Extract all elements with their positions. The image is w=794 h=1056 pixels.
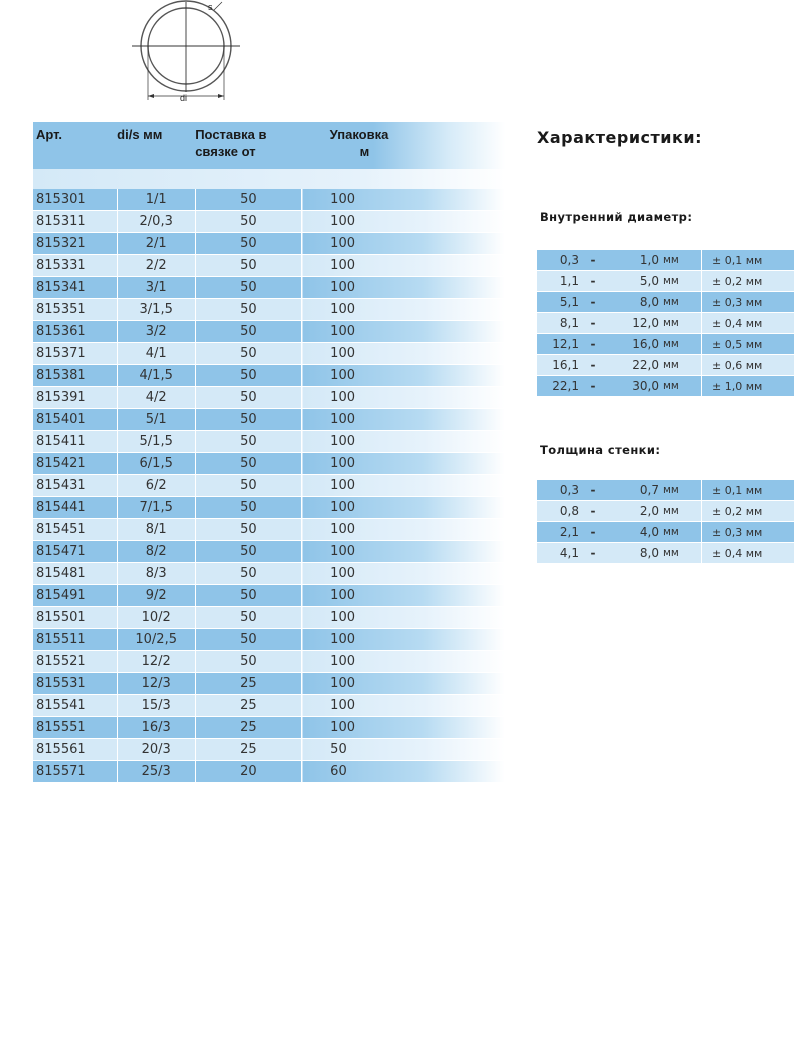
diameter-label: di [180, 93, 188, 103]
table-row [33, 695, 505, 717]
cell-dis: 25/3 [117, 761, 195, 783]
product-table-body [33, 189, 505, 783]
cell-bundle: 50 [195, 277, 301, 299]
cell-dis: 7/1,5 [117, 497, 195, 519]
cell-art: 815381 [33, 365, 117, 387]
cell-bundle: 50 [195, 343, 301, 365]
tolerance-tol: ± 0,5 мм [702, 334, 794, 355]
tolerance-unit: мм [659, 313, 702, 334]
tolerance-tol: ± 0,3 мм [702, 522, 794, 543]
tolerance-unit: мм [659, 376, 702, 397]
cell-pack: 100 [302, 717, 505, 739]
cell-art: 815371 [33, 343, 117, 365]
tolerance-to: 12,0 [607, 313, 659, 334]
cell-bundle: 50 [195, 189, 301, 211]
wall-leader [214, 2, 222, 10]
tolerance-unit: мм [659, 271, 702, 292]
table-header-row [33, 122, 505, 169]
table-row [33, 673, 505, 695]
cell-art: 815331 [33, 255, 117, 277]
cell-art: 815451 [33, 519, 117, 541]
cell-pack: 100 [302, 233, 505, 255]
table-row [33, 739, 505, 761]
cell-dis: 15/3 [117, 695, 195, 717]
cell-pack: 100 [302, 673, 505, 695]
tolerance-from: 2,1 [537, 522, 579, 543]
cell-dis: 1/1 [117, 189, 195, 211]
cell-art: 815491 [33, 585, 117, 607]
cell-art: 815431 [33, 475, 117, 497]
table-row [33, 475, 505, 497]
cell-dis: 9/2 [117, 585, 195, 607]
table-row [33, 233, 505, 255]
cell-pack: 100 [302, 585, 505, 607]
tolerance-to: 5,0 [607, 271, 659, 292]
tolerance-from: 5,1 [537, 292, 579, 313]
tolerance-to: 0,7 [607, 480, 659, 501]
tolerance-tol: ± 0,1 мм [702, 250, 794, 271]
cell-art: 815421 [33, 453, 117, 475]
cell-pack: 100 [302, 541, 505, 563]
tolerance-tol: ± 0,1 мм [702, 480, 794, 501]
cell-art: 815551 [33, 717, 117, 739]
cell-pack: 100 [302, 189, 505, 211]
cell-bundle: 50 [195, 211, 301, 233]
cell-dis: 4/1 [117, 343, 195, 365]
tube-cross-section-diagram [128, 0, 244, 104]
tolerance-dash: - [579, 501, 607, 522]
tolerance-to: 8,0 [607, 543, 659, 564]
cell-dis: 2/1 [117, 233, 195, 255]
header-dis: di/s мм [117, 127, 163, 142]
cell-dis: 3/1 [117, 277, 195, 299]
cell-dis: 4/2 [117, 387, 195, 409]
cell-pack: 100 [302, 211, 505, 233]
tolerance-unit: мм [659, 480, 702, 501]
cell-art: 815301 [33, 189, 117, 211]
wall-label: s [208, 2, 213, 12]
tolerance-row [537, 355, 794, 376]
cell-pack: 100 [302, 563, 505, 585]
cell-art: 815351 [33, 299, 117, 321]
table-row [33, 585, 505, 607]
tolerance-dash: - [579, 355, 607, 376]
table-row [33, 343, 505, 365]
tolerance-tol: ± 0,3 мм [702, 292, 794, 313]
cell-bundle: 25 [195, 673, 301, 695]
tolerance-unit: мм [659, 334, 702, 355]
table-row [33, 519, 505, 541]
cell-dis: 20/3 [117, 739, 195, 761]
cell-bundle: 50 [195, 409, 301, 431]
cell-bundle: 50 [195, 497, 301, 519]
cell-art: 815561 [33, 739, 117, 761]
cell-bundle: 50 [195, 519, 301, 541]
cell-dis: 5/1 [117, 409, 195, 431]
cell-pack: 100 [302, 409, 505, 431]
cell-pack: 100 [302, 321, 505, 343]
tolerance-from: 22,1 [537, 376, 579, 397]
inner-diameter-title: Внутренний диаметр: [540, 210, 693, 224]
table-row [33, 717, 505, 739]
cell-art: 815541 [33, 695, 117, 717]
cell-bundle: 50 [195, 475, 301, 497]
cell-bundle: 50 [195, 607, 301, 629]
cell-art: 815311 [33, 211, 117, 233]
cell-dis: 3/2 [117, 321, 195, 343]
tolerance-to: 30,0 [607, 376, 659, 397]
tolerance-dash: - [579, 271, 607, 292]
cell-bundle: 50 [195, 321, 301, 343]
cell-dis: 2/2 [117, 255, 195, 277]
table-row [33, 387, 505, 409]
wall-thickness-table [537, 480, 794, 564]
table-row [33, 541, 505, 563]
cell-art: 815521 [33, 651, 117, 673]
tolerance-to: 22,0 [607, 355, 659, 376]
tolerance-to: 16,0 [607, 334, 659, 355]
tolerance-tol: ± 0,2 мм [702, 271, 794, 292]
tolerance-from: 0,8 [537, 501, 579, 522]
tolerance-unit: мм [659, 543, 702, 564]
inner-diameter-table [537, 250, 794, 397]
table-row [33, 431, 505, 453]
cell-pack: 100 [302, 277, 505, 299]
tolerance-row [537, 292, 794, 313]
cell-bundle: 50 [195, 651, 301, 673]
tolerance-dash: - [579, 250, 607, 271]
cell-pack: 100 [302, 651, 505, 673]
tolerance-dash: - [579, 313, 607, 334]
table-row [33, 365, 505, 387]
cell-dis: 4/1,5 [117, 365, 195, 387]
cell-pack: 100 [302, 387, 505, 409]
tolerance-from: 12,1 [537, 334, 579, 355]
tolerance-from: 1,1 [537, 271, 579, 292]
tolerance-row [537, 501, 794, 522]
cell-dis: 6/1,5 [117, 453, 195, 475]
cell-dis: 8/1 [117, 519, 195, 541]
table-row [33, 629, 505, 651]
cell-art: 815391 [33, 387, 117, 409]
characteristics-title: Характеристики: [537, 128, 702, 147]
cell-dis: 2/0,3 [117, 211, 195, 233]
cell-dis: 3/1,5 [117, 299, 195, 321]
cell-bundle: 50 [195, 431, 301, 453]
tolerance-dash: - [579, 522, 607, 543]
tolerance-unit: мм [659, 292, 702, 313]
table-row [33, 497, 505, 519]
wall-thickness-body [537, 480, 794, 564]
tolerance-row [537, 313, 794, 334]
tolerance-unit: мм [659, 501, 702, 522]
tolerance-from: 16,1 [537, 355, 579, 376]
table-row [33, 299, 505, 321]
table-row [33, 409, 505, 431]
tolerance-dash: - [579, 292, 607, 313]
header-art: Арт. [36, 127, 62, 142]
cell-dis: 5/1,5 [117, 431, 195, 453]
table-row [33, 321, 505, 343]
cell-dis: 6/2 [117, 475, 195, 497]
header-bundle [195, 122, 301, 169]
cell-pack: 100 [302, 629, 505, 651]
tolerance-to: 2,0 [607, 501, 659, 522]
cell-bundle: 25 [195, 717, 301, 739]
tolerance-dash: - [579, 480, 607, 501]
header-bundle-line2: связке от [195, 144, 256, 159]
table-row [33, 761, 505, 783]
cell-dis: 10/2,5 [117, 629, 195, 651]
tolerance-dash: - [579, 376, 607, 397]
header-pack [302, 122, 505, 169]
table-row [33, 453, 505, 475]
cell-bundle: 50 [195, 541, 301, 563]
cell-pack: 100 [302, 453, 505, 475]
tolerance-tol: ± 0,6 мм [702, 355, 794, 376]
cell-pack: 60 [302, 761, 505, 783]
cell-bundle: 20 [195, 761, 301, 783]
table-header-spacer [33, 169, 505, 189]
cell-art: 815361 [33, 321, 117, 343]
tolerance-row [537, 522, 794, 543]
tolerance-tol: ± 0,2 мм [702, 501, 794, 522]
tolerance-from: 0,3 [537, 250, 579, 271]
tolerance-to: 4,0 [607, 522, 659, 543]
table-row [33, 607, 505, 629]
cell-art: 815411 [33, 431, 117, 453]
cell-art: 815531 [33, 673, 117, 695]
cell-pack: 50 [302, 739, 505, 761]
tolerance-to: 1,0 [607, 250, 659, 271]
tolerance-tol: ± 0,4 мм [702, 313, 794, 334]
tolerance-row [537, 543, 794, 564]
cell-dis: 8/3 [117, 563, 195, 585]
cell-bundle: 50 [195, 629, 301, 651]
cell-pack: 100 [302, 519, 505, 541]
table-row [33, 211, 505, 233]
cell-bundle: 50 [195, 387, 301, 409]
tolerance-row [537, 480, 794, 501]
cell-bundle: 50 [195, 585, 301, 607]
inner-diameter-body [537, 250, 794, 397]
dim-arrow-right [218, 94, 224, 98]
cell-art: 815321 [33, 233, 117, 255]
cell-pack: 100 [302, 299, 505, 321]
tolerance-tol: ± 1,0 мм [702, 376, 794, 397]
cell-bundle: 50 [195, 365, 301, 387]
wall-thickness-title: Толщина стенки: [540, 443, 661, 457]
tolerance-unit: мм [659, 355, 702, 376]
cell-dis: 16/3 [117, 717, 195, 739]
product-table [33, 122, 505, 783]
cell-pack: 100 [302, 475, 505, 497]
cell-pack: 100 [302, 431, 505, 453]
header-pack-line2: м [359, 144, 370, 159]
cell-dis: 8/2 [117, 541, 195, 563]
tolerance-dash: - [579, 543, 607, 564]
cell-art: 815511 [33, 629, 117, 651]
cell-pack: 100 [302, 365, 505, 387]
header-bundle-line1: Поставка в [195, 127, 267, 142]
cell-pack: 100 [302, 497, 505, 519]
cell-art: 815401 [33, 409, 117, 431]
tolerance-from: 4,1 [537, 543, 579, 564]
cell-dis: 12/3 [117, 673, 195, 695]
cell-art: 815441 [33, 497, 117, 519]
tolerance-tol: ± 0,4 мм [702, 543, 794, 564]
cell-bundle: 50 [195, 299, 301, 321]
table-row [33, 651, 505, 673]
cell-bundle: 50 [195, 233, 301, 255]
cell-dis: 10/2 [117, 607, 195, 629]
tolerance-row [537, 271, 794, 292]
table-row [33, 189, 505, 211]
table-row [33, 255, 505, 277]
cell-art: 815341 [33, 277, 117, 299]
tolerance-to: 8,0 [607, 292, 659, 313]
cell-dis: 12/2 [117, 651, 195, 673]
tolerance-dash: - [579, 334, 607, 355]
cell-bundle: 25 [195, 739, 301, 761]
cell-art: 815471 [33, 541, 117, 563]
header-pack-line1: Упаковка [329, 127, 389, 142]
tolerance-row [537, 250, 794, 271]
tolerance-from: 8,1 [537, 313, 579, 334]
cell-bundle: 50 [195, 255, 301, 277]
cell-art: 815501 [33, 607, 117, 629]
cell-bundle: 50 [195, 563, 301, 585]
cell-art: 815571 [33, 761, 117, 783]
table-row [33, 563, 505, 585]
tolerance-from: 0,3 [537, 480, 579, 501]
cell-pack: 100 [302, 343, 505, 365]
cell-pack: 100 [302, 255, 505, 277]
cell-pack: 100 [302, 695, 505, 717]
tolerance-row [537, 334, 794, 355]
table-row [33, 277, 505, 299]
tolerance-row [537, 376, 794, 397]
cell-bundle: 25 [195, 695, 301, 717]
dim-arrow-left [148, 94, 154, 98]
cell-pack: 100 [302, 607, 505, 629]
tolerance-unit: мм [659, 522, 702, 543]
cell-art: 815481 [33, 563, 117, 585]
tolerance-unit: мм [659, 250, 702, 271]
cell-bundle: 50 [195, 453, 301, 475]
